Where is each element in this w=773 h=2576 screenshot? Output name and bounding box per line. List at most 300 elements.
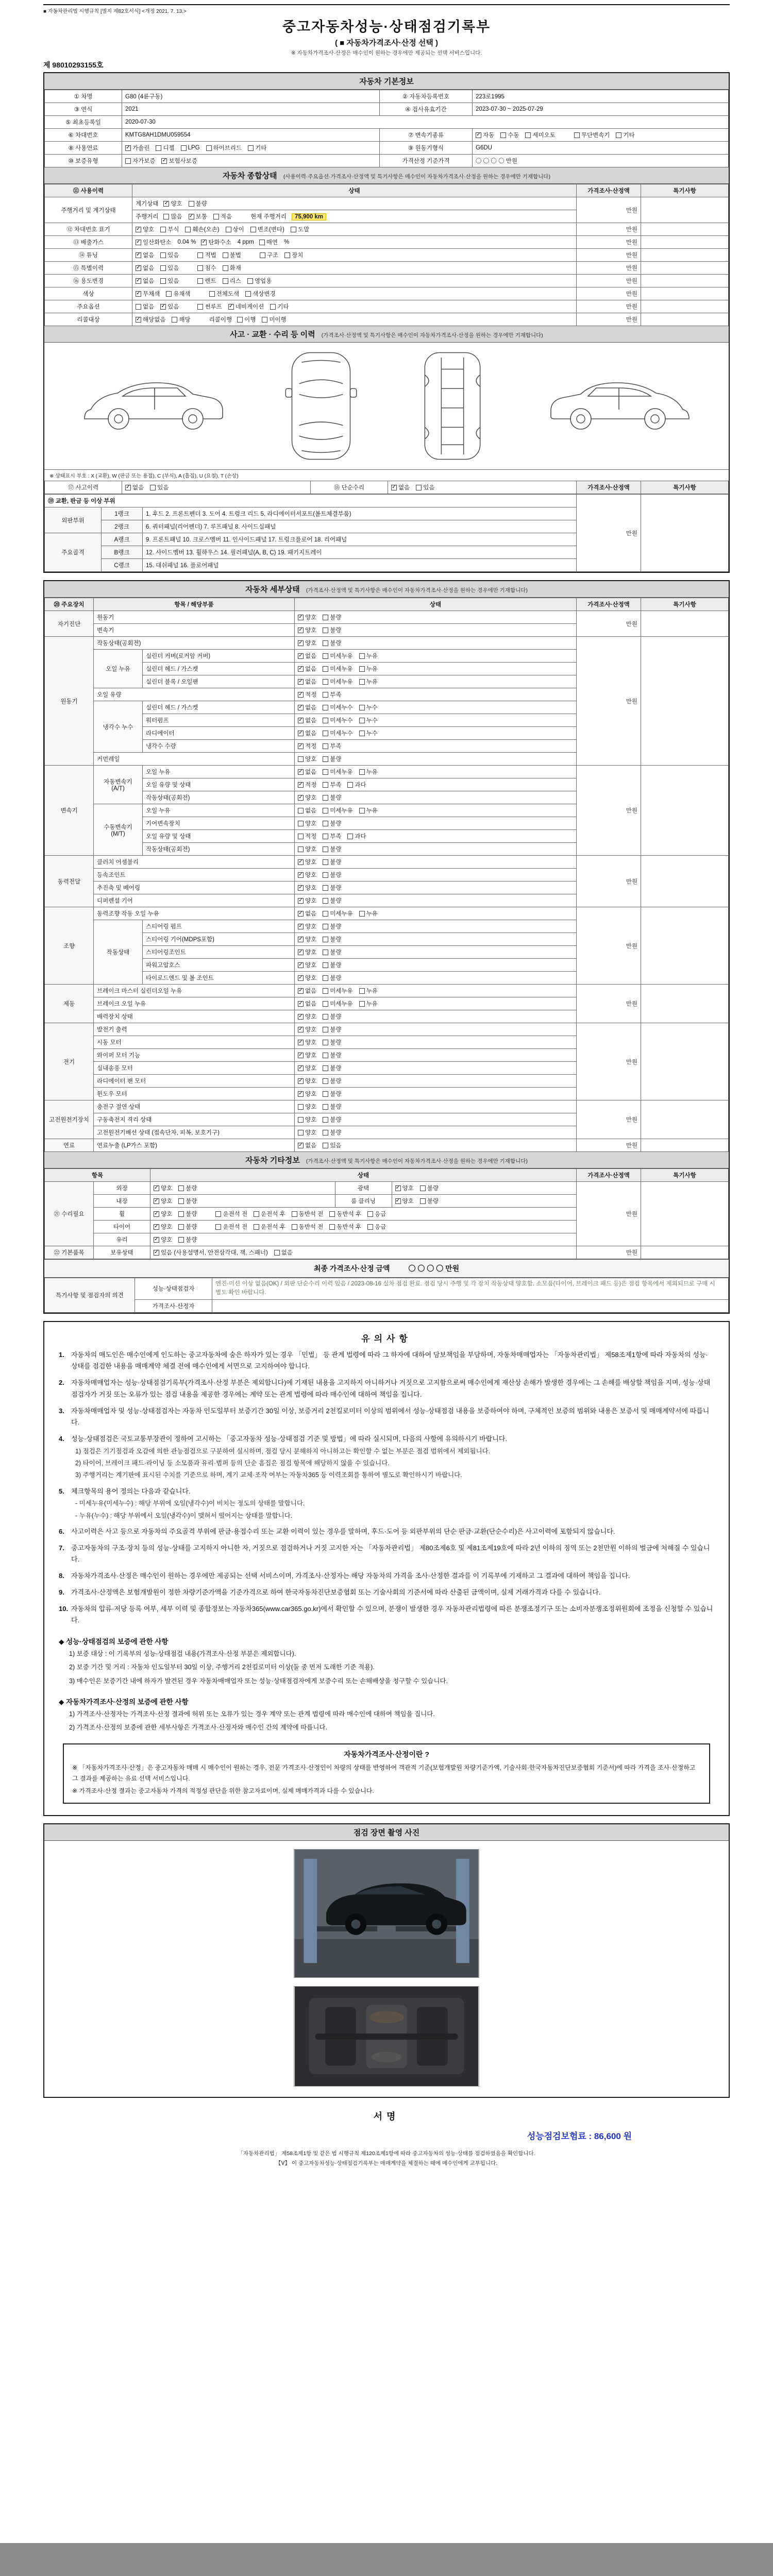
checkbox[interactable]: ✓ <box>136 278 141 283</box>
checkbox-option[interactable] <box>245 290 275 298</box>
checkbox[interactable] <box>323 615 328 620</box>
checkbox[interactable]: ✓ <box>298 679 303 684</box>
checkbox-option[interactable] <box>215 1210 247 1218</box>
checkbox[interactable]: ✓ <box>298 859 303 865</box>
checkbox[interactable] <box>178 1211 184 1217</box>
checkbox[interactable] <box>323 846 328 852</box>
checkbox[interactable]: ✓ <box>395 1185 400 1191</box>
checkbox-option[interactable] <box>189 212 207 221</box>
checkbox-option[interactable] <box>323 974 341 982</box>
checkbox[interactable]: ✓ <box>126 484 130 490</box>
checkbox[interactable]: ✓ <box>298 897 303 903</box>
checkbox[interactable]: ✓ <box>298 936 303 942</box>
checkbox[interactable]: ✓ <box>298 1013 303 1019</box>
checkbox-option[interactable] <box>323 961 341 969</box>
checkbox[interactable] <box>525 132 531 138</box>
checkbox-option[interactable] <box>298 1077 316 1085</box>
checkbox-option[interactable] <box>298 1051 316 1059</box>
checkbox-option[interactable] <box>284 251 303 259</box>
checkbox[interactable]: ✓ <box>164 200 169 207</box>
checkbox-option[interactable] <box>298 793 316 802</box>
checkbox[interactable] <box>215 1224 221 1230</box>
checkbox[interactable]: ✓ <box>298 653 303 658</box>
checkbox-option[interactable] <box>395 1184 414 1192</box>
checkbox-option[interactable] <box>160 277 179 285</box>
checkbox[interactable] <box>323 859 328 865</box>
checkbox-option[interactable] <box>323 639 341 647</box>
checkbox-option[interactable] <box>213 212 232 221</box>
checkbox[interactable]: ✓ <box>154 1249 159 1255</box>
checkbox[interactable] <box>323 937 328 942</box>
checkbox-option[interactable] <box>323 871 341 879</box>
checkbox-option[interactable] <box>215 1223 247 1231</box>
checkbox[interactable]: ✓ <box>136 252 141 258</box>
checkbox[interactable]: ✓ <box>298 1078 303 1083</box>
checkbox[interactable]: ✓ <box>136 239 141 245</box>
checkbox-option[interactable] <box>323 987 352 995</box>
checkbox-option[interactable] <box>416 483 434 492</box>
checkbox-option[interactable] <box>359 806 378 815</box>
checkbox[interactable]: ✓ <box>298 730 303 736</box>
checkbox-option[interactable] <box>298 742 316 750</box>
checkbox-option[interactable] <box>223 251 241 259</box>
checkbox-option[interactable] <box>178 1235 197 1244</box>
checkbox-option[interactable] <box>476 131 494 139</box>
checkbox-option[interactable] <box>298 806 316 815</box>
checkbox[interactable] <box>209 291 215 297</box>
checkbox[interactable] <box>323 975 328 981</box>
checkbox[interactable] <box>323 1130 328 1136</box>
checkbox[interactable]: ✓ <box>298 1142 303 1148</box>
checkbox-option[interactable] <box>298 987 316 995</box>
checkbox-option[interactable] <box>163 199 182 208</box>
checkbox[interactable] <box>323 666 328 672</box>
checkbox[interactable] <box>323 1104 328 1110</box>
checkbox[interactable] <box>206 145 212 151</box>
checkbox[interactable]: ✓ <box>298 769 303 774</box>
checkbox[interactable]: ✓ <box>298 962 303 968</box>
checkbox-option[interactable] <box>178 1223 197 1231</box>
checkbox-option[interactable] <box>154 1223 172 1231</box>
checkbox[interactable] <box>323 1117 328 1123</box>
checkbox-option[interactable] <box>323 1115 341 1124</box>
checkbox[interactable]: ✓ <box>298 1001 303 1006</box>
checkbox-option[interactable] <box>160 225 179 233</box>
checkbox[interactable]: ✓ <box>298 640 303 646</box>
checkbox-option[interactable] <box>298 974 316 982</box>
checkbox[interactable] <box>245 291 251 297</box>
checkbox[interactable]: ✓ <box>298 627 303 633</box>
checkbox-option[interactable] <box>298 858 316 866</box>
checkbox-option[interactable] <box>250 225 284 233</box>
checkbox[interactable]: ✓ <box>298 1091 303 1096</box>
checkbox[interactable]: ✓ <box>298 975 303 980</box>
checkbox[interactable] <box>298 756 304 762</box>
checkbox[interactable]: ✓ <box>395 1198 400 1204</box>
checkbox[interactable] <box>298 846 304 852</box>
checkbox-option[interactable] <box>247 277 272 285</box>
checkbox[interactable] <box>323 1053 328 1058</box>
checkbox-option[interactable] <box>178 1210 197 1218</box>
checkbox[interactable] <box>237 317 243 323</box>
checkbox[interactable] <box>323 1001 328 1007</box>
checkbox[interactable] <box>359 666 365 672</box>
checkbox-option[interactable] <box>323 819 341 827</box>
checkbox-option[interactable] <box>206 144 242 152</box>
checkbox[interactable] <box>166 291 172 297</box>
checkbox-option[interactable] <box>292 1210 324 1218</box>
checkbox-option[interactable] <box>359 729 378 737</box>
checkbox-option[interactable] <box>125 144 149 152</box>
checkbox[interactable]: ✓ <box>154 1211 159 1216</box>
checkbox[interactable] <box>323 1040 328 1045</box>
checkbox-option[interactable] <box>323 948 341 956</box>
checkbox[interactable] <box>262 317 267 323</box>
checkbox-option[interactable] <box>298 832 316 840</box>
checkbox[interactable]: ✓ <box>189 213 194 219</box>
checkbox-option[interactable] <box>209 290 239 298</box>
checkbox-option[interactable] <box>298 703 316 711</box>
checkbox-option[interactable] <box>616 131 634 139</box>
checkbox[interactable] <box>160 252 166 258</box>
checkbox-option[interactable] <box>298 613 316 621</box>
checkbox-option[interactable] <box>298 1012 316 1021</box>
checkbox[interactable]: ✓ <box>476 132 481 138</box>
checkbox-option[interactable] <box>298 665 316 673</box>
checkbox[interactable]: ✓ <box>298 1026 303 1032</box>
checkbox-option[interactable] <box>323 729 352 737</box>
checkbox[interactable] <box>329 1224 335 1230</box>
checkbox[interactable] <box>323 1027 328 1032</box>
checkbox-option[interactable] <box>323 768 352 776</box>
checkbox-option[interactable] <box>323 922 341 930</box>
checkbox-option[interactable] <box>298 626 316 634</box>
checkbox-option[interactable] <box>298 948 316 956</box>
checkbox[interactable]: ✓ <box>298 885 303 890</box>
checkbox[interactable] <box>323 988 328 994</box>
checkbox[interactable] <box>323 731 328 736</box>
checkbox[interactable] <box>323 782 328 788</box>
checkbox-option[interactable] <box>270 302 289 311</box>
checkbox-option[interactable] <box>323 896 341 905</box>
checkbox[interactable] <box>359 911 365 917</box>
checkbox[interactable] <box>125 158 131 164</box>
checkbox-option[interactable] <box>201 238 231 246</box>
checkbox-option[interactable] <box>163 212 182 221</box>
checkbox-option[interactable] <box>136 238 172 246</box>
checkbox-option[interactable] <box>323 1051 341 1059</box>
checkbox[interactable] <box>323 962 328 968</box>
checkbox-option[interactable] <box>178 1184 197 1192</box>
checkbox[interactable] <box>323 795 328 801</box>
checkbox-option[interactable] <box>156 144 174 152</box>
checkbox[interactable] <box>247 278 253 284</box>
checkbox-option[interactable] <box>323 703 352 711</box>
checkbox[interactable]: ✓ <box>298 743 303 749</box>
checkbox-option[interactable] <box>298 845 316 853</box>
checkbox-option[interactable] <box>329 1210 361 1218</box>
checkbox[interactable]: ✓ <box>136 226 141 232</box>
checkbox[interactable] <box>359 1001 365 1007</box>
checkbox[interactable] <box>172 317 177 323</box>
checkbox[interactable] <box>323 1091 328 1097</box>
checkbox-option[interactable] <box>197 277 216 285</box>
checkbox-option[interactable] <box>160 264 179 272</box>
checkbox[interactable] <box>323 1143 328 1148</box>
checkbox[interactable]: ✓ <box>298 988 303 993</box>
checkbox[interactable]: ✓ <box>136 265 141 270</box>
checkbox[interactable] <box>359 679 365 685</box>
checkbox-option[interactable] <box>391 483 410 492</box>
checkbox[interactable] <box>323 1078 328 1084</box>
checkbox-option[interactable] <box>323 716 352 724</box>
checkbox[interactable] <box>323 911 328 917</box>
checkbox[interactable] <box>197 304 203 310</box>
checkbox[interactable]: ✓ <box>298 666 303 671</box>
checkbox-option[interactable] <box>323 1141 341 1149</box>
checkbox[interactable]: ✓ <box>136 316 141 323</box>
checkbox-option[interactable] <box>420 1197 439 1205</box>
checkbox[interactable] <box>178 1237 184 1243</box>
checkbox-option[interactable] <box>323 845 341 853</box>
checkbox-option[interactable] <box>136 315 165 324</box>
checkbox[interactable]: ✓ <box>298 872 303 877</box>
checkbox-option[interactable] <box>298 1141 316 1149</box>
checkbox[interactable] <box>248 145 254 151</box>
checkbox-option[interactable] <box>574 131 610 139</box>
checkbox-option[interactable] <box>323 1012 341 1021</box>
checkbox-option[interactable] <box>298 690 316 699</box>
checkbox[interactable] <box>160 227 166 232</box>
checkbox[interactable] <box>616 132 621 138</box>
checkbox[interactable]: ✓ <box>154 1224 159 1229</box>
checkbox[interactable] <box>259 240 265 245</box>
checkbox[interactable] <box>213 214 219 219</box>
checkbox-option[interactable] <box>359 652 378 660</box>
checkbox[interactable] <box>323 705 328 710</box>
checkbox-option[interactable] <box>323 909 352 918</box>
checkbox[interactable] <box>160 265 166 271</box>
checkbox-option[interactable] <box>323 652 352 660</box>
checkbox[interactable]: ✓ <box>136 291 141 296</box>
checkbox[interactable] <box>323 1065 328 1071</box>
checkbox-option[interactable] <box>197 264 216 272</box>
checkbox-option[interactable] <box>160 302 179 311</box>
checkbox[interactable]: ✓ <box>161 303 165 309</box>
checkbox-option[interactable] <box>298 871 316 879</box>
checkbox-option[interactable] <box>298 922 316 930</box>
checkbox-option[interactable] <box>298 639 316 647</box>
checkbox[interactable]: ✓ <box>298 1052 303 1058</box>
checkbox[interactable] <box>274 1250 280 1256</box>
checkbox-option[interactable] <box>178 1197 197 1205</box>
checkbox-option[interactable] <box>298 1128 316 1137</box>
checkbox[interactable] <box>223 278 228 284</box>
checkbox-option[interactable] <box>395 1197 414 1205</box>
checkbox[interactable]: ✓ <box>229 303 233 309</box>
checkbox[interactable] <box>223 252 228 258</box>
checkbox[interactable]: ✓ <box>298 691 303 697</box>
checkbox-option[interactable] <box>323 1064 341 1072</box>
checkbox[interactable] <box>270 304 276 310</box>
checkbox-option[interactable] <box>259 238 278 246</box>
checkbox-option[interactable] <box>298 819 316 827</box>
checkbox-option[interactable] <box>323 1128 341 1137</box>
checkbox[interactable] <box>223 265 228 271</box>
checkbox-option[interactable] <box>525 131 555 139</box>
checkbox[interactable] <box>250 227 256 232</box>
checkbox[interactable]: ✓ <box>298 1039 303 1045</box>
checkbox-option[interactable] <box>298 781 316 789</box>
checkbox[interactable] <box>323 821 328 826</box>
checkbox[interactable] <box>181 145 187 151</box>
checkbox-option[interactable] <box>359 987 378 995</box>
checkbox[interactable] <box>189 201 194 207</box>
checkbox-option[interactable] <box>136 290 160 298</box>
checkbox[interactable] <box>329 1211 335 1217</box>
checkbox-option[interactable] <box>298 896 316 905</box>
checkbox-option[interactable] <box>298 961 316 969</box>
checkbox[interactable]: ✓ <box>298 704 303 710</box>
checkbox-option[interactable] <box>420 1184 439 1192</box>
checkbox-option[interactable] <box>298 652 316 660</box>
checkbox-option[interactable] <box>359 909 378 918</box>
checkbox[interactable] <box>323 1014 328 1020</box>
checkbox[interactable] <box>323 885 328 891</box>
checkbox[interactable] <box>367 1224 373 1230</box>
checkbox[interactable] <box>323 872 328 878</box>
checkbox-option[interactable] <box>197 251 216 259</box>
checkbox[interactable] <box>323 743 328 749</box>
checkbox-option[interactable] <box>181 145 200 151</box>
checkbox-option[interactable] <box>291 225 309 233</box>
checkbox[interactable] <box>323 769 328 775</box>
checkbox[interactable] <box>323 653 328 659</box>
checkbox-option[interactable] <box>298 884 316 892</box>
checkbox[interactable] <box>298 1117 304 1123</box>
checkbox[interactable] <box>416 485 422 490</box>
checkbox[interactable] <box>178 1224 184 1230</box>
checkbox-option[interactable] <box>298 716 316 724</box>
checkbox[interactable] <box>150 485 156 490</box>
checkbox[interactable] <box>323 692 328 698</box>
checkbox-option[interactable] <box>298 1064 316 1072</box>
checkbox-option[interactable] <box>185 225 219 233</box>
checkbox-option[interactable] <box>166 290 190 298</box>
checkbox-option[interactable] <box>323 1077 341 1085</box>
checkbox-option[interactable] <box>228 302 264 311</box>
checkbox-option[interactable] <box>323 806 352 815</box>
checkbox-option[interactable] <box>136 277 154 285</box>
checkbox[interactable] <box>323 640 328 646</box>
checkbox[interactable] <box>292 1224 297 1230</box>
checkbox[interactable] <box>323 756 328 762</box>
checkbox[interactable] <box>323 718 328 723</box>
checkbox[interactable] <box>298 1104 304 1110</box>
checkbox[interactable] <box>500 132 506 138</box>
checkbox[interactable] <box>359 769 365 775</box>
checkbox-option[interactable] <box>154 1197 172 1205</box>
checkbox-option[interactable] <box>323 935 341 943</box>
checkbox[interactable] <box>178 1185 184 1191</box>
checkbox[interactable] <box>156 145 161 151</box>
checkbox-option[interactable] <box>154 1210 172 1218</box>
checkbox-option[interactable] <box>323 690 341 699</box>
checkbox-option[interactable] <box>298 729 316 737</box>
checkbox-option[interactable] <box>154 1235 172 1244</box>
checkbox[interactable] <box>574 132 580 138</box>
checkbox-option[interactable] <box>154 1184 172 1192</box>
checkbox-option[interactable] <box>323 858 341 866</box>
checkbox-option[interactable] <box>323 884 341 892</box>
checkbox[interactable] <box>284 252 290 258</box>
checkbox[interactable] <box>359 653 365 659</box>
checkbox-option[interactable] <box>150 483 169 492</box>
checkbox-option[interactable] <box>248 144 266 152</box>
checkbox-option[interactable] <box>323 665 352 673</box>
checkbox-option[interactable] <box>260 251 278 259</box>
checkbox[interactable]: ✓ <box>392 484 396 490</box>
checkbox[interactable] <box>323 834 328 839</box>
checkbox-option[interactable] <box>298 1038 316 1046</box>
checkbox-option[interactable] <box>359 703 378 711</box>
checkbox-option[interactable] <box>298 1115 316 1124</box>
checkbox-option[interactable] <box>136 264 154 272</box>
checkbox[interactable] <box>347 834 353 839</box>
checkbox-option[interactable] <box>125 483 144 492</box>
checkbox[interactable] <box>160 278 166 284</box>
checkbox-option[interactable] <box>323 1038 341 1046</box>
checkbox[interactable]: ✓ <box>201 239 207 245</box>
checkbox-option[interactable] <box>136 302 154 311</box>
checkbox[interactable] <box>215 1211 221 1217</box>
checkbox[interactable] <box>254 1224 259 1230</box>
checkbox[interactable] <box>323 924 328 929</box>
checkbox-option[interactable] <box>197 302 222 311</box>
checkbox[interactable]: ✓ <box>154 1236 159 1242</box>
checkbox[interactable] <box>367 1211 373 1217</box>
checkbox-option[interactable] <box>298 1090 316 1098</box>
checkbox-option[interactable] <box>189 199 207 208</box>
checkbox-option[interactable] <box>359 999 378 1008</box>
checkbox-option[interactable] <box>262 315 286 324</box>
checkbox-option[interactable] <box>323 999 352 1008</box>
checkbox-option[interactable] <box>136 225 154 233</box>
checkbox-option[interactable] <box>323 1090 341 1098</box>
checkbox[interactable] <box>298 821 304 826</box>
checkbox-option[interactable] <box>359 768 378 776</box>
checkbox[interactable] <box>323 898 328 904</box>
checkbox-option[interactable] <box>160 251 179 259</box>
checkbox-option[interactable] <box>298 909 316 918</box>
checkbox[interactable]: ✓ <box>126 145 130 150</box>
checkbox[interactable] <box>359 718 365 723</box>
checkbox[interactable] <box>260 252 265 258</box>
checkbox-option[interactable] <box>298 1103 316 1111</box>
checkbox-option[interactable] <box>367 1210 386 1218</box>
checkbox-option[interactable] <box>359 665 378 673</box>
checkbox-option[interactable] <box>237 315 256 324</box>
checkbox-option[interactable] <box>359 677 378 686</box>
checkbox-option[interactable] <box>298 999 316 1008</box>
checkbox[interactable] <box>420 1185 426 1191</box>
checkbox-option[interactable] <box>323 626 341 634</box>
checkbox[interactable] <box>185 227 191 232</box>
checkbox-option[interactable] <box>500 131 519 139</box>
checkbox-option[interactable] <box>136 251 154 259</box>
checkbox[interactable]: ✓ <box>162 158 167 163</box>
checkbox[interactable] <box>347 782 353 788</box>
